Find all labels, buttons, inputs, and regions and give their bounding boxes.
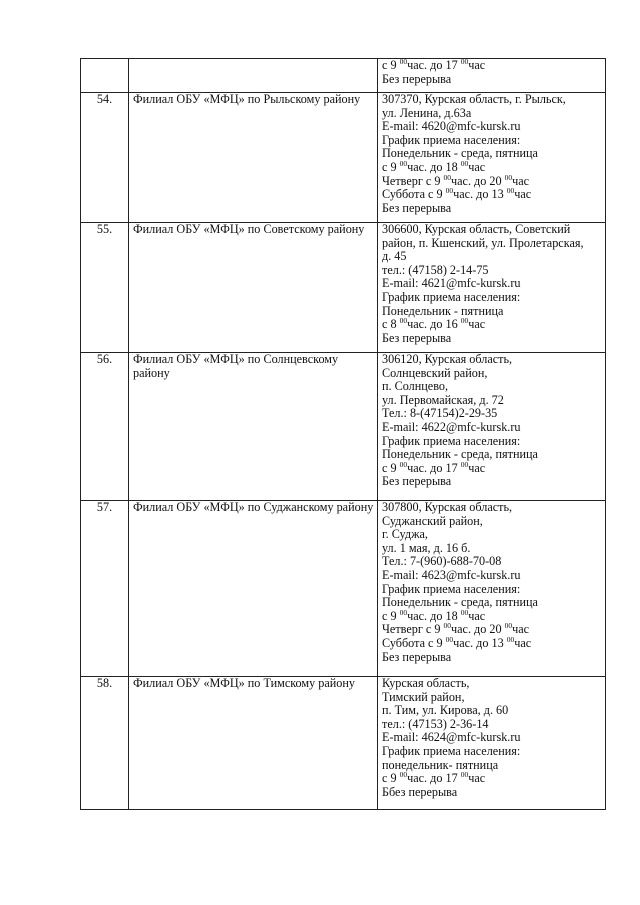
minutes-superscript: 00	[399, 770, 408, 780]
time-text: час	[512, 173, 530, 188]
branch-name: Филиал ОБУ «МФЦ» по Советскому району	[129, 223, 378, 353]
time-text: час. до 17	[407, 771, 461, 786]
info-line: График приема населения:	[382, 743, 521, 758]
info-line: Ббез перерыва	[382, 784, 458, 799]
branch-contact-info	[378, 677, 606, 810]
info-line: 307800, Курская область,	[382, 500, 513, 514]
time-text: час	[468, 317, 486, 332]
minutes-superscript: 00	[460, 57, 469, 66]
time-text: час. до 18	[407, 608, 461, 623]
minutes-superscript: 00	[399, 316, 408, 326]
row-number: 58.	[81, 677, 129, 810]
minutes-superscript: 00	[460, 770, 469, 780]
minutes-superscript: 00	[445, 186, 454, 196]
row-number: 54.	[81, 93, 129, 223]
minutes-superscript: 00	[443, 172, 451, 182]
time-text: час. до 20	[451, 622, 505, 637]
schedule-line	[382, 188, 605, 202]
time-text: час	[468, 460, 486, 475]
schedule-line	[382, 634, 605, 651]
time-text: час	[512, 622, 530, 637]
info-line: д. 45	[382, 249, 407, 264]
info-line: понедельник- пятница	[382, 757, 499, 772]
time-text: с 9	[382, 460, 400, 475]
time-text: час	[468, 159, 486, 174]
info-line: тел.: (47158) 2-14-75	[382, 262, 489, 277]
info-line: район, п. Кшенский, ул. Пролетарская,	[382, 235, 584, 250]
branch-name: Филиал ОБУ «МФЦ» по Тимскому району	[129, 677, 378, 810]
time-text: Четверг с 9	[382, 622, 444, 637]
row-number: 56.	[81, 353, 129, 501]
time-text: час. до 18	[407, 159, 461, 174]
info-line: E-mail: 4624@mfc-kursk.ru	[382, 730, 521, 745]
info-line: г. Суджа,	[382, 527, 428, 542]
table-row	[81, 501, 606, 677]
schedule-line	[382, 158, 605, 175]
info-line: Без перерыва	[382, 330, 452, 345]
minutes-superscript: 00	[399, 607, 408, 617]
minutes-superscript: 00	[506, 186, 515, 196]
mfc-branches-table	[80, 58, 606, 810]
time-text: час. до 16	[407, 317, 461, 332]
table-body	[81, 59, 606, 810]
info-line: Тел.: 8-(47154)2-29-35	[382, 406, 498, 421]
schedule-line	[382, 59, 605, 73]
time-text: с 9	[382, 159, 400, 174]
info-line: Понедельник - среда, пятница	[382, 595, 538, 610]
info-line: Тел.: 7-(960)-688-70-08	[382, 554, 502, 569]
schedule-line	[382, 772, 605, 786]
info-line: п. Солнцево,	[382, 379, 449, 394]
info-line: тел.: (47153) 2-36-14	[382, 716, 489, 731]
time-text: час. до 17	[407, 460, 461, 475]
info-line: Суджанский район,	[382, 513, 483, 528]
time-text: час. до 13	[453, 635, 507, 650]
info-line: ул. 1 мая, д. 16 б.	[382, 540, 471, 555]
info-line: Солнцевский район,	[382, 365, 488, 380]
table-row	[81, 677, 606, 810]
time-text: час. до 20	[451, 173, 505, 188]
time-text: с 9	[382, 608, 400, 623]
branch-contact-info	[378, 93, 606, 223]
minutes-superscript: 00	[460, 316, 469, 326]
minutes-superscript: 00	[399, 459, 408, 469]
time-text: с 8	[382, 317, 400, 332]
info-line: ул. Ленина, д.63а	[382, 105, 472, 120]
info-line: Без перерыва	[382, 649, 452, 664]
branch-name: Филиал ОБУ «МФЦ» по Суджанскому району	[129, 501, 378, 677]
schedule-line	[382, 318, 605, 332]
branch-name	[129, 59, 378, 93]
info-line: Понедельник - среда, пятница	[382, 447, 538, 462]
minutes-superscript: 00	[506, 634, 515, 644]
row-number	[81, 59, 129, 93]
table-row	[81, 93, 606, 223]
info-line: Без перерыва	[382, 474, 452, 489]
info-line: E-mail: 4622@mfc-kursk.ru	[382, 419, 521, 434]
table-row	[81, 353, 606, 501]
branch-name: Филиал ОБУ «МФЦ» по Солнцевскому району	[129, 353, 378, 501]
info-line: 306600, Курская область, Советский	[382, 222, 571, 236]
info-line: Без перерыва	[382, 71, 452, 86]
info-line: E-mail: 4623@mfc-kursk.ru	[382, 567, 521, 582]
branch-contact-info	[378, 59, 606, 93]
info-line: E-mail: 4620@mfc-kursk.ru	[382, 119, 521, 134]
minutes-superscript: 00	[443, 621, 451, 631]
time-text: с 9	[382, 58, 400, 72]
branch-contact-info	[378, 223, 606, 353]
info-line: п. Тим, ул. Кирова, д. 60	[382, 703, 509, 718]
row-number: 55.	[81, 223, 129, 353]
time-text: час	[468, 58, 486, 72]
info-line: Курская область,	[382, 676, 470, 690]
table-row	[81, 59, 606, 93]
branch-contact-info	[378, 501, 606, 677]
info-line: 306120, Курская область,	[382, 352, 513, 366]
time-text: час	[468, 771, 486, 786]
minutes-superscript: 00	[399, 158, 408, 168]
time-text: час	[514, 635, 532, 650]
info-line: E-mail: 4621@mfc-kursk.ru	[382, 276, 521, 291]
minutes-superscript: 00	[460, 459, 469, 469]
minutes-superscript: 00	[460, 158, 469, 168]
time-text: Суббота с 9	[382, 187, 446, 202]
schedule-line	[382, 459, 605, 476]
info-line: Понедельник - пятница	[382, 303, 504, 318]
time-text: час	[468, 608, 486, 623]
time-text: Четверг с 9	[382, 173, 444, 188]
time-text: Суббота с 9	[382, 635, 446, 650]
time-text: час	[514, 187, 532, 202]
info-line: ул. Первомайская, д. 72	[382, 392, 504, 407]
minutes-superscript: 00	[504, 621, 513, 631]
branch-contact-info	[378, 353, 606, 501]
info-line: График приема населения:	[382, 581, 521, 596]
time-text: с 9	[382, 771, 400, 786]
info-line: 307370, Курская область, г. Рыльск,	[382, 92, 566, 106]
minutes-superscript: 00	[399, 57, 408, 66]
info-line: График приема населения:	[382, 433, 521, 448]
minutes-superscript: 00	[445, 634, 454, 644]
row-number: 57.	[81, 501, 129, 677]
table-row	[81, 223, 606, 353]
schedule-line	[382, 623, 605, 637]
branch-name: Филиал ОБУ «МФЦ» по Рыльскому району	[129, 93, 378, 223]
info-line: Тимский район,	[382, 689, 465, 704]
info-line: График приема населения:	[382, 289, 521, 304]
time-text: час. до 17	[407, 58, 461, 72]
time-text: час. до 13	[453, 187, 507, 202]
minutes-superscript: 00	[504, 172, 513, 182]
minutes-superscript: 00	[460, 607, 469, 617]
info-line: График приема населения:	[382, 132, 521, 147]
info-line: Без перерыва	[382, 200, 452, 215]
info-line: Понедельник - среда, пятница	[382, 146, 538, 161]
